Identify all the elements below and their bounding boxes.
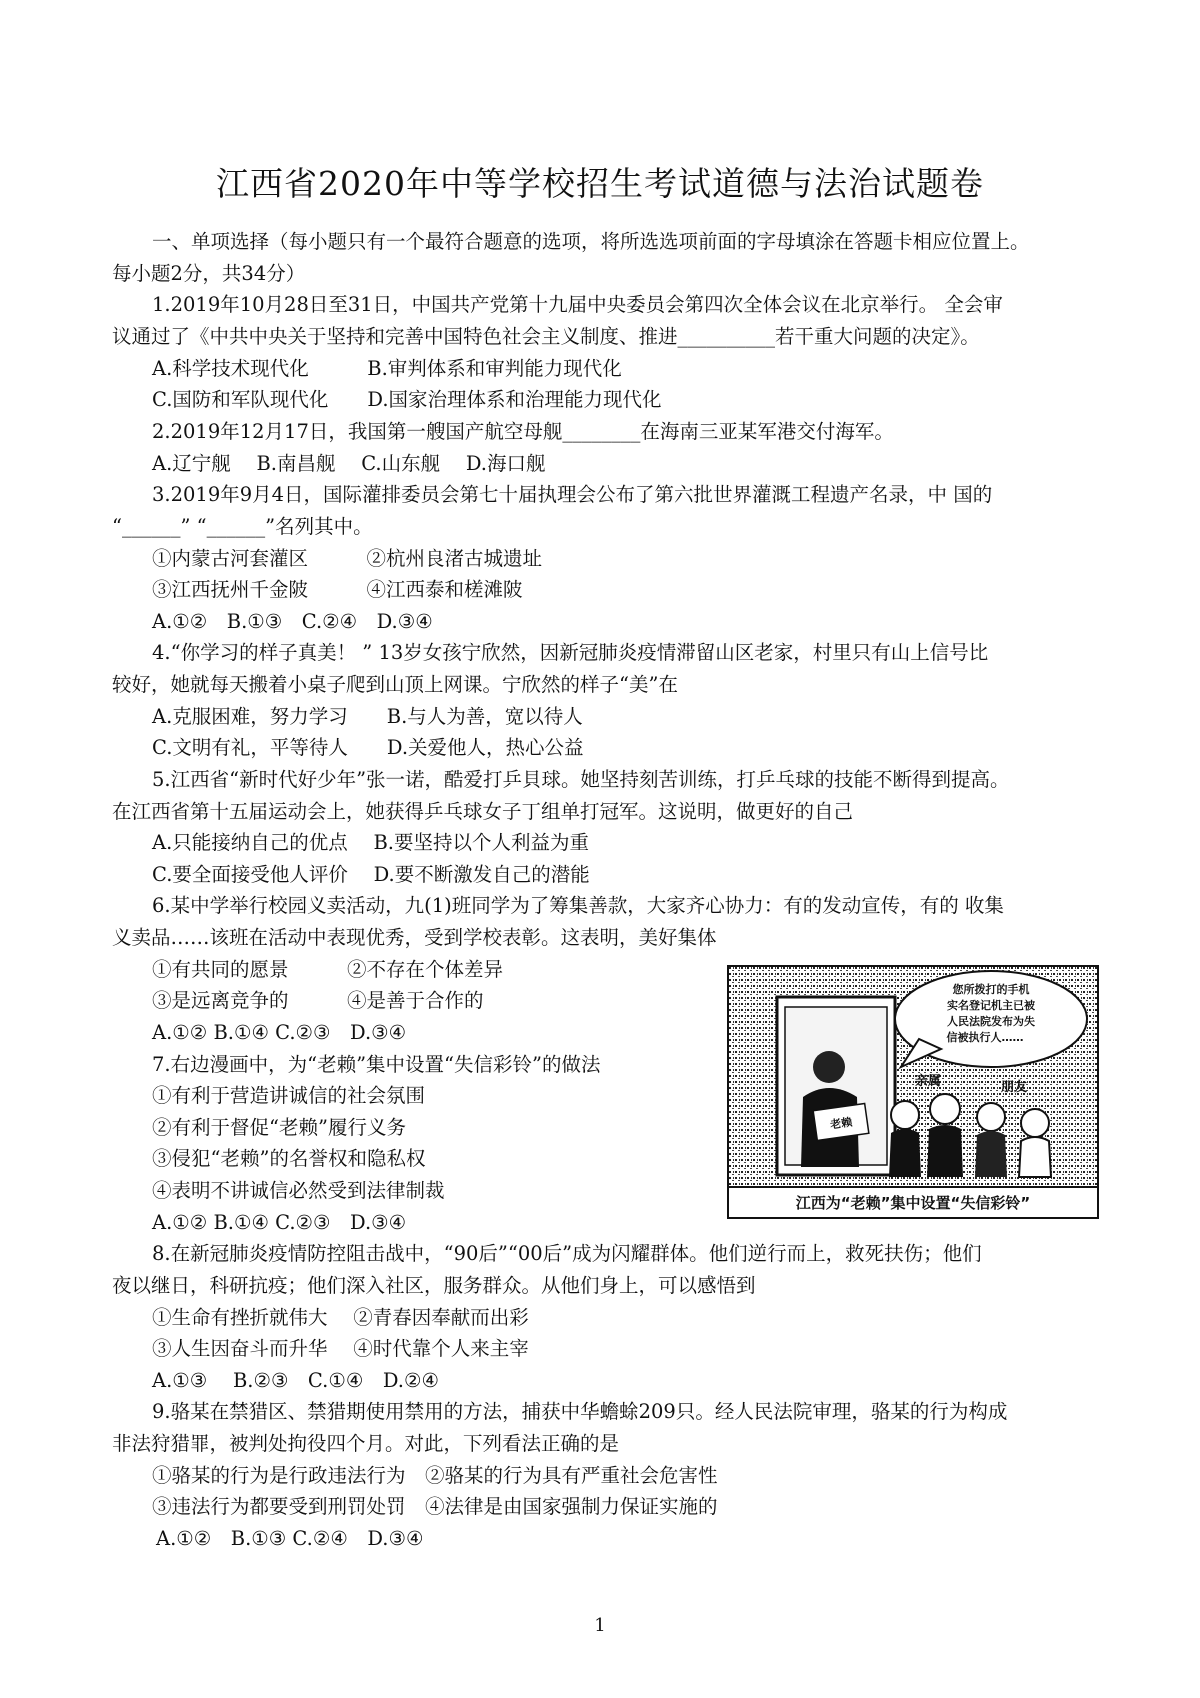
cartoon-debtor-head: [813, 1051, 845, 1083]
q8-items-12: ①生命有挫折就伟大 ②青春因奉献而出彩: [152, 1306, 529, 1329]
page-title: 江西省2020年中等学校招生考试道德与法治试题卷: [216, 164, 984, 203]
q3-items-34: ③江西抚州千金陂 ④江西泰和槎滩陂: [152, 578, 523, 601]
q3-options: A.①② B.①③ C.②④ D.③④: [152, 610, 433, 633]
page-number: 1: [594, 1615, 606, 1636]
q1-options-ab: A.科学技术现代化 B.审判体系和审判能力现代化: [152, 357, 622, 380]
cartoon-friend-1: [975, 1103, 1007, 1177]
q8-items-34: ③人生因奋斗而升华 ④时代靠个人来主宰: [152, 1337, 529, 1360]
q2-stem: 2.2019年12月17日，我国第一艘国产航空母舰________在海南三亚某军港交付海军。: [152, 420, 894, 443]
bubble-line-3: 人民法院发布为失: [947, 1015, 1035, 1028]
bubble-line-4: 信被执行人……: [946, 1031, 1024, 1044]
q9-items-34: ③违法行为都要受到刑罚处罚 ④法律是由国家强制力保证实施的: [152, 1495, 718, 1518]
cartoon-friend-2: [1019, 1109, 1051, 1177]
cartoon-sign-text: 老赖: [829, 1115, 854, 1132]
q2-options: A.辽宁舰 B.南昌舰 C.山东舰 D.海口舰: [152, 452, 546, 475]
q7-item-2: ②有利于督促“老赖”履行义务: [152, 1116, 406, 1139]
q4-stem: 4.“你学习的样子真美！ ” 13岁女孩宁欣然，因新冠肺炎疫情滞留山区老家，村里只有山上信号比: [152, 641, 989, 664]
q5-options-cd: C.要全面接受他人评价 D.要不断激发自己的潜能: [152, 863, 590, 886]
q7-item-3: ③侵犯“老赖”的名誉权和隐私权: [152, 1147, 426, 1170]
bubble-line-1: 您所拨打的手机: [952, 983, 1030, 996]
cartoon-illustration: [727, 965, 1099, 1219]
q7-item-4: ④表明不讲诚信必然受到法律制裁: [152, 1179, 445, 1202]
q7-item-1: ①有利于营造讲诚信的社会氛围: [152, 1084, 426, 1107]
q9-options: A.①② B.①③ C.②④ D.③④: [156, 1527, 424, 1550]
q6-items-12: ①有共同的愿景 ②不存在个体差异: [152, 958, 504, 981]
q6-stem: 6.某中学举行校园义卖活动，九(1)班同学为了筹集善款，大家齐心协力：有的发动宣传，有的 收集: [152, 894, 1004, 917]
label-family: 亲属: [915, 1074, 942, 1089]
q9-stem-cont: 非法狩猎罪，被判处拘役四个月。对此，下列看法正确的是: [112, 1432, 620, 1455]
q3-stem-cont: “______” “______”名列其中。: [112, 515, 373, 538]
q1-options-cd: C.国防和军队现代化 D.国家治理体系和治理能力现代化: [152, 388, 662, 411]
q4-options-ab: A.克服困难，努力学习 B.与人为善，宽以待人: [152, 705, 583, 728]
q4-options-cd: C.文明有礼，平等待人 D.关爱他人，热心公益: [152, 736, 584, 759]
section-heading-cont: 每小题2分，共34分）: [112, 262, 306, 285]
q1-stem-cont: 议通过了《中共中央关于坚持和完善中国特色社会主义制度、推进__________若干重大问题的决定》。: [112, 325, 980, 348]
q7-stem: 7.右边漫画中，为“老赖”集中设置“失信彩铃”的做法: [152, 1053, 601, 1076]
q5-stem-cont: 在江西省第十五届运动会上，她获得乒乓球女子丁组单打冠军。这说明，做更好的自己: [112, 800, 854, 823]
q6-stem-cont: 义卖品……该班在活动中表现优秀，受到学校表彰。这表明，美好集体: [112, 926, 717, 949]
q3-items-12: ①内蒙古河套灌区 ②杭州良渚古城遗址: [152, 547, 543, 570]
q9-items-12: ①骆某的行为是行政违法行为 ②骆某的行为具有严重社会危害性: [152, 1464, 718, 1487]
label-friend: 朋友: [1001, 1080, 1028, 1095]
q6-items-34: ③是远离竞争的 ④是善于合作的: [152, 989, 484, 1012]
cartoon-caption: 江西为“老赖”集中设置“失信彩铃”: [795, 1194, 1031, 1212]
q9-stem: 9.骆某在禁猎区、禁猎期使用禁用的方法，捕获中华蟾蜍209只。经人民法院审理，骆某的行为构成: [152, 1400, 1008, 1423]
q7-options: A.①② B.①④ C.②③ D.③④: [152, 1211, 407, 1234]
cartoon-relative-1: [889, 1101, 921, 1177]
q8-stem: 8.在新冠肺炎疫情防控阻击战中，“90后”“00后”成为闪耀群体。他们逆行而上，救死扶伤；他们: [152, 1242, 982, 1265]
q4-stem-cont: 较好，她就每天搬着小桌子爬到山顶上网课。宁欣然的样子“美”在: [112, 673, 678, 696]
cartoon-relative-2: [927, 1094, 963, 1177]
section-heading: 一、单项选择（每小题只有一个最符合题意的选项，将所选选项前面的字母填涂在答题卡相应位置上。: [152, 230, 1030, 253]
q5-stem: 5.江西省“新时代好少年”张一诺，酷爱打乒貝球。她坚持刻苦训练，打乒乓球的技能不断得到提高。: [152, 768, 1010, 791]
q3-stem: 3.2019年9月4日，国际灌排委员会第七十届执理会公布了第六批世界灌溉工程遗产名录，中 国的: [152, 483, 993, 506]
q8-stem-cont: 夜以继日，科研抗疫；他们深入社区，服务群众。从他们身上，可以感悟到: [112, 1274, 756, 1297]
q6-options: A.①② B.①④ C.②③ D.③④: [152, 1021, 407, 1044]
q5-options-ab: A.只能接纳自己的优点 B.要坚持以个人利益为重: [152, 831, 590, 854]
q1-stem: 1.2019年10月28日至31日，中国共产党第十九届中央委员会第四次全体会议在北京举行。 全会审: [152, 293, 1003, 316]
q8-options: A.①③ B.②③ C.①④ D.②④: [152, 1369, 439, 1392]
bubble-line-2: 实名登记机主已被: [947, 999, 1035, 1012]
